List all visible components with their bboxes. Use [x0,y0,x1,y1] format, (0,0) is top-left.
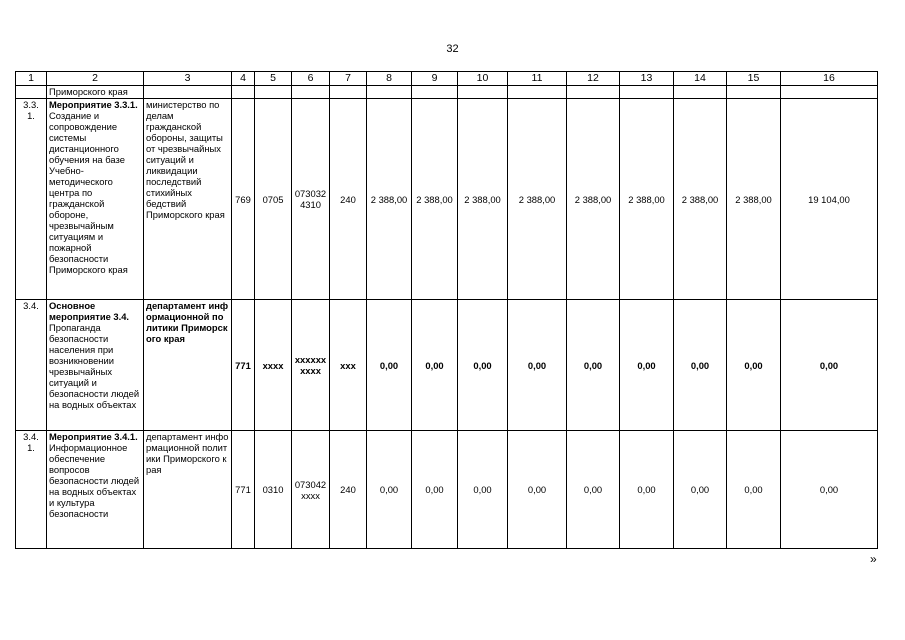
value-cell: 2 388,00 [727,99,781,300]
table-row [16,431,878,549]
value-cell: 0,00 [567,431,620,549]
measure-cell [47,99,144,300]
code-cell: 0310 [255,431,292,549]
table-cell: Приморского края [47,86,144,99]
value-cell: 0,00 [674,300,727,431]
table-cell [16,86,47,99]
header-cell: 11 [508,72,567,86]
code-cell: xxxx [255,300,292,431]
value-cell: 2 388,00 [620,99,674,300]
measure-description: Информационное обеспечение вопросов безопасности людей на водных объектах и культура безопасности [49,442,140,519]
value-cell: 0,00 [508,300,567,431]
header-cell: 9 [412,72,458,86]
table-cell [727,86,781,99]
code-cell: 240 [330,431,367,549]
value-cell: 0,00 [458,300,508,431]
table-cell [458,86,508,99]
table-cell [508,86,567,99]
table-cell [144,86,232,99]
header-cell: 8 [367,72,412,86]
code-cell: 073042xxxx [292,431,330,549]
value-cell: 2 388,00 [367,99,412,300]
value-cell: 2 388,00 [567,99,620,300]
code-cell: 240 [330,99,367,300]
measure-description: Пропаганда безопасности населения при возникновении чрезвычайных ситуаций и безопасности людей на водных объектах [49,322,140,410]
continuation-row [16,86,878,99]
value-cell: 0,00 [367,300,412,431]
header-cell: 16 [781,72,878,86]
table-cell [255,86,292,99]
table-row [16,300,878,431]
value-cell: 0,00 [367,431,412,549]
value-cell: 2 388,00 [458,99,508,300]
value-cell: 0,00 [508,431,567,549]
header-cell: 12 [567,72,620,86]
row-index: 3.4. 1. [16,431,47,549]
table-cell [620,86,674,99]
value-cell: 2 388,00 [674,99,727,300]
executor-cell: министерство по делам гражданской обороны, защиты от чрезвычайных ситуаций и ликвидации последствий стихийных бедствий Приморского края [144,99,232,300]
header-cell: 1 [16,72,47,86]
budget-table [15,71,878,549]
total-cell: 0,00 [781,431,878,549]
header-cell: 4 [232,72,255,86]
code-cell: 0705 [255,99,292,300]
header-cell: 6 [292,72,330,86]
value-cell: 0,00 [620,300,674,431]
value-cell: 0,00 [727,431,781,549]
measure-description: Создание и сопровождение системы дистанционного обучения на базе Учебно-методического центра по гражданской обороне, чрезвычайным ситуациям и пожарной безопасности Приморского края [49,110,128,275]
code-cell: 771 [232,300,255,431]
value-cell: 0,00 [727,300,781,431]
executor-cell: департамент информационной политики Приморского края [144,431,232,549]
code-cell: 771 [232,431,255,549]
header-cell: 10 [458,72,508,86]
measure-cell [47,300,144,431]
code-cell: xxxxxxxxxx [292,300,330,431]
header-cell: 2 [47,72,144,86]
code-cell: xxx [330,300,367,431]
value-cell: 0,00 [620,431,674,549]
header-cell: 15 [727,72,781,86]
header-cell: 7 [330,72,367,86]
row-index: 3.3. 1. [16,99,47,300]
continuation-mark: » [870,552,877,566]
executor-cell: департамент информационной политики Приморского края [144,300,232,431]
table-cell [567,86,620,99]
header-cell: 13 [620,72,674,86]
header-row [16,72,878,86]
value-cell: 0,00 [412,300,458,431]
table-cell [674,86,727,99]
value-cell: 2 388,00 [412,99,458,300]
table-cell [412,86,458,99]
value-cell: 0,00 [674,431,727,549]
code-cell: 769 [232,99,255,300]
page-number: 32 [446,43,459,55]
measure-title: Основное мероприятие 3.4. [49,300,130,322]
header-cell: 3 [144,72,232,86]
row-index: 3.4. [16,300,47,431]
table-cell [367,86,412,99]
table-cell [292,86,330,99]
value-cell: 0,00 [412,431,458,549]
table-row [16,99,878,300]
measure-title: Мероприятие 3.4.1. [49,431,138,442]
measure-title: Мероприятие 3.3.1. [49,99,138,110]
value-cell: 2 388,00 [508,99,567,300]
header-cell: 14 [674,72,727,86]
value-cell: 0,00 [567,300,620,431]
table-cell [330,86,367,99]
value-cell: 0,00 [458,431,508,549]
header-cell: 5 [255,72,292,86]
code-cell: 0730324310 [292,99,330,300]
table-cell [232,86,255,99]
measure-cell [47,431,144,549]
total-cell: 0,00 [781,300,878,431]
total-cell: 19 104,00 [781,99,878,300]
table-cell [781,86,878,99]
